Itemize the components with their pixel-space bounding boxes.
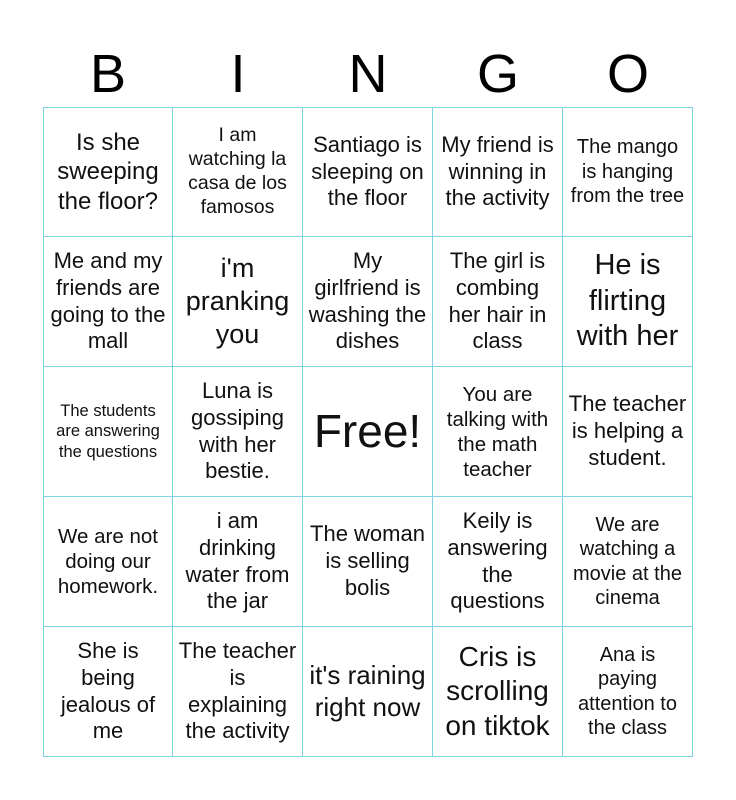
bingo-cell-text: She is being jealous of me [60, 637, 156, 744]
bingo-cell-text: You are talking with the math teacher [446, 382, 549, 481]
bingo-cell[interactable] [433, 237, 563, 367]
bingo-cell[interactable] [563, 367, 693, 497]
bingo-cell-text: The woman is selling bolis [310, 521, 425, 600]
header-letter-n: N [348, 44, 388, 104]
free-space-label: Free! [313, 405, 422, 458]
bingo-cell-text: Luna is gossiping with her bestie. [191, 377, 284, 484]
bingo-cell[interactable] [173, 627, 303, 757]
bingo-cell-text: Me and my friends are going to the mall [50, 247, 166, 354]
bingo-cell-text: My girlfriend is washing the dishes [308, 247, 427, 354]
bingo-header [43, 40, 693, 108]
bingo-cell-text: My friend is winning in the activity [441, 131, 554, 211]
bingo-cell-text: The students are answering the questions [56, 402, 160, 461]
header-letter-g: G [476, 44, 519, 104]
bingo-cell[interactable] [43, 107, 173, 237]
bingo-cell-text: The girl is combing her hair in class [448, 247, 547, 354]
bingo-cell[interactable] [43, 497, 173, 627]
bingo-cell[interactable] [563, 627, 693, 757]
bingo-cell[interactable] [563, 107, 693, 237]
bingo-cell-text: The teacher is helping a student. [568, 391, 687, 470]
header-letter-o: O [606, 44, 649, 104]
bingo-cell[interactable] [173, 237, 303, 367]
bingo-cell[interactable] [43, 237, 173, 367]
bingo-cell-text: We are watching a movie at the cinema [573, 513, 682, 609]
bingo-cell[interactable] [173, 107, 303, 237]
bingo-cell-text: Keily is answering the questions [447, 507, 548, 614]
bingo-cell[interactable] [303, 497, 433, 627]
bingo-cell[interactable] [433, 627, 563, 757]
header-letter-b: B [89, 44, 127, 104]
bingo-cell[interactable] [303, 237, 433, 367]
bingo-cell-text: He is flirting with her [576, 249, 679, 353]
bingo-cell-text: i'm pranking you [185, 253, 290, 349]
bingo-cell-text: i am drinking water from the jar [185, 507, 290, 614]
bingo-cell[interactable] [173, 497, 303, 627]
bingo-cell[interactable] [563, 237, 693, 367]
bingo-cell-text: The teacher is explaining the activity [178, 637, 297, 744]
bingo-cell-text: it's raining right now [309, 659, 426, 722]
bingo-cell-text: I am watching la casa de los famosos [188, 124, 287, 218]
bingo-cell[interactable] [563, 497, 693, 627]
bingo-cell-text: Santiago is sleeping on the floor [311, 131, 424, 211]
bingo-cell-text: Is she sweeping the floor? [57, 129, 159, 215]
bingo-cell[interactable] [43, 367, 173, 497]
bingo-cell[interactable] [303, 627, 433, 757]
bingo-cell[interactable] [433, 497, 563, 627]
bingo-cell[interactable] [433, 107, 563, 237]
bingo-cell-text: The mango is hanging from the tree [570, 136, 685, 208]
bingo-cell-text: Cris is scrolling on tiktok [445, 641, 550, 741]
bingo-cell[interactable] [173, 367, 303, 497]
bingo-cell-text: Ana is paying attention to the class [578, 643, 677, 739]
free-space-cell[interactable] [303, 367, 433, 497]
bingo-card-grid [43, 107, 693, 757]
bingo-cell[interactable] [303, 107, 433, 237]
bingo-cell-text: We are not doing our homework. [57, 525, 159, 598]
header-letter-i: I [230, 44, 246, 104]
bingo-cell[interactable] [433, 367, 563, 497]
bingo-cell[interactable] [43, 627, 173, 757]
